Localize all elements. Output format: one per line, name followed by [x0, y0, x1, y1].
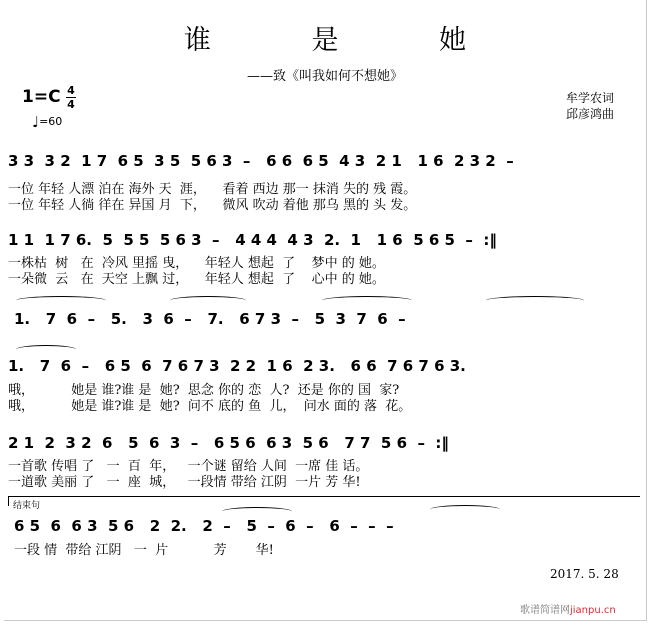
ending-section-label: 结束句: [13, 501, 41, 511]
notes-line-1: 3 3 3 2 1 7 6 5 3 5 5 6 3 – 6 6 6 5 4 3 2 1 1 6 2 3 2 –: [8, 152, 514, 170]
notes-line-3: 1. 7 6 – 5. 3 6 – 7. 6 7 3 – 5 3 7 6 –: [14, 310, 406, 328]
lyrics-line-5-verse-1: 一首歌 传唱 了 一 百 年， 一个谜 留给 人间 一席 佳 话。: [8, 459, 369, 474]
watermark-right: jianpu.cn: [570, 605, 616, 616]
lyrics-line-2-verse-2: 一朵微 云 在 天空 上飘 过， 年轻人 想起 了 心中 的 她。: [8, 272, 385, 287]
song-subtitle: ——致《叫我如何不想她》: [246, 69, 403, 84]
time-signature-bottom: 4: [67, 98, 75, 111]
watermark-left: 歌谱简谱网: [520, 605, 570, 616]
lyricist-credit: 牟学农词: [566, 91, 615, 105]
notes-line-2: 1 1 1 7 6. 5 5 5 5 6 3 – 4 4 4 4 3 2. 1 1 6 5 6 5 – :‖: [8, 231, 497, 249]
tempo-marking: [32, 113, 62, 131]
tempo-value: =60: [39, 115, 63, 128]
site-watermark: [520, 601, 616, 616]
lyrics-line-1-verse-2: 一位 年轻 人徜 徉在 异国 月 下， 微风 吹动 着他 那乌 黑的 头 发。: [8, 198, 417, 213]
key-signature: 1=C: [22, 87, 61, 107]
lyrics-line-5-verse-2: 一道歌 美丽 了 一 座 城， 一段情 带给 江阴 一片 芳 华!: [8, 475, 361, 490]
song-title: 谁 是 她: [183, 25, 513, 56]
notes-line-5: 2 1 2 3 2 6 5 6 3 – 6 5 6 6 3 5 6 7 7 5 6 – :‖: [8, 434, 449, 452]
lyrics-line-4-verse-1: 哦， 她是 谁?谁 是 她? 思念 你的 恋 人? 还是 你的 国 家?: [8, 383, 400, 398]
composition-date: 2017. 5. 28: [550, 567, 619, 581]
lyrics-line-1-verse-1: 一位 年轻 人漂 泊在 海外 天 涯， 看着 西边 那一 抹消 失的 残 霞。: [8, 182, 417, 197]
quarter-note-icon: ♩: [32, 113, 40, 131]
ending-bracket-tick: [8, 496, 9, 506]
lyrics-line-2-verse-1: 一株枯 树 在 冷风 里摇 曳， 年轻人 想起 了 梦中 的 她。: [8, 256, 385, 271]
lyrics-line-4-verse-2: 哦， 她是 谁?谁 是 她? 问不 底的 鱼 儿， 问水 面的 落 花。: [8, 399, 412, 414]
notes-line-4: 1. 7 6 – 6 5 6 7 6 7 3 2 2 1 6 2 3. 6 6 7 6 7 6 3.: [8, 357, 466, 375]
composer-credit: 邱彦鸿曲: [566, 107, 615, 121]
notes-line-6: 6 5 6 6 3 5 6 2 2. 2 – 5 – 6 – 6 – – –: [14, 517, 394, 535]
lyrics-line-6: 一段 情 带给 江阴 一 片 芳 华!: [14, 543, 274, 558]
time-signature: [66, 85, 76, 110]
time-signature-top: 4: [67, 84, 75, 97]
ending-bracket-line: [8, 496, 640, 497]
credits: [566, 90, 614, 122]
